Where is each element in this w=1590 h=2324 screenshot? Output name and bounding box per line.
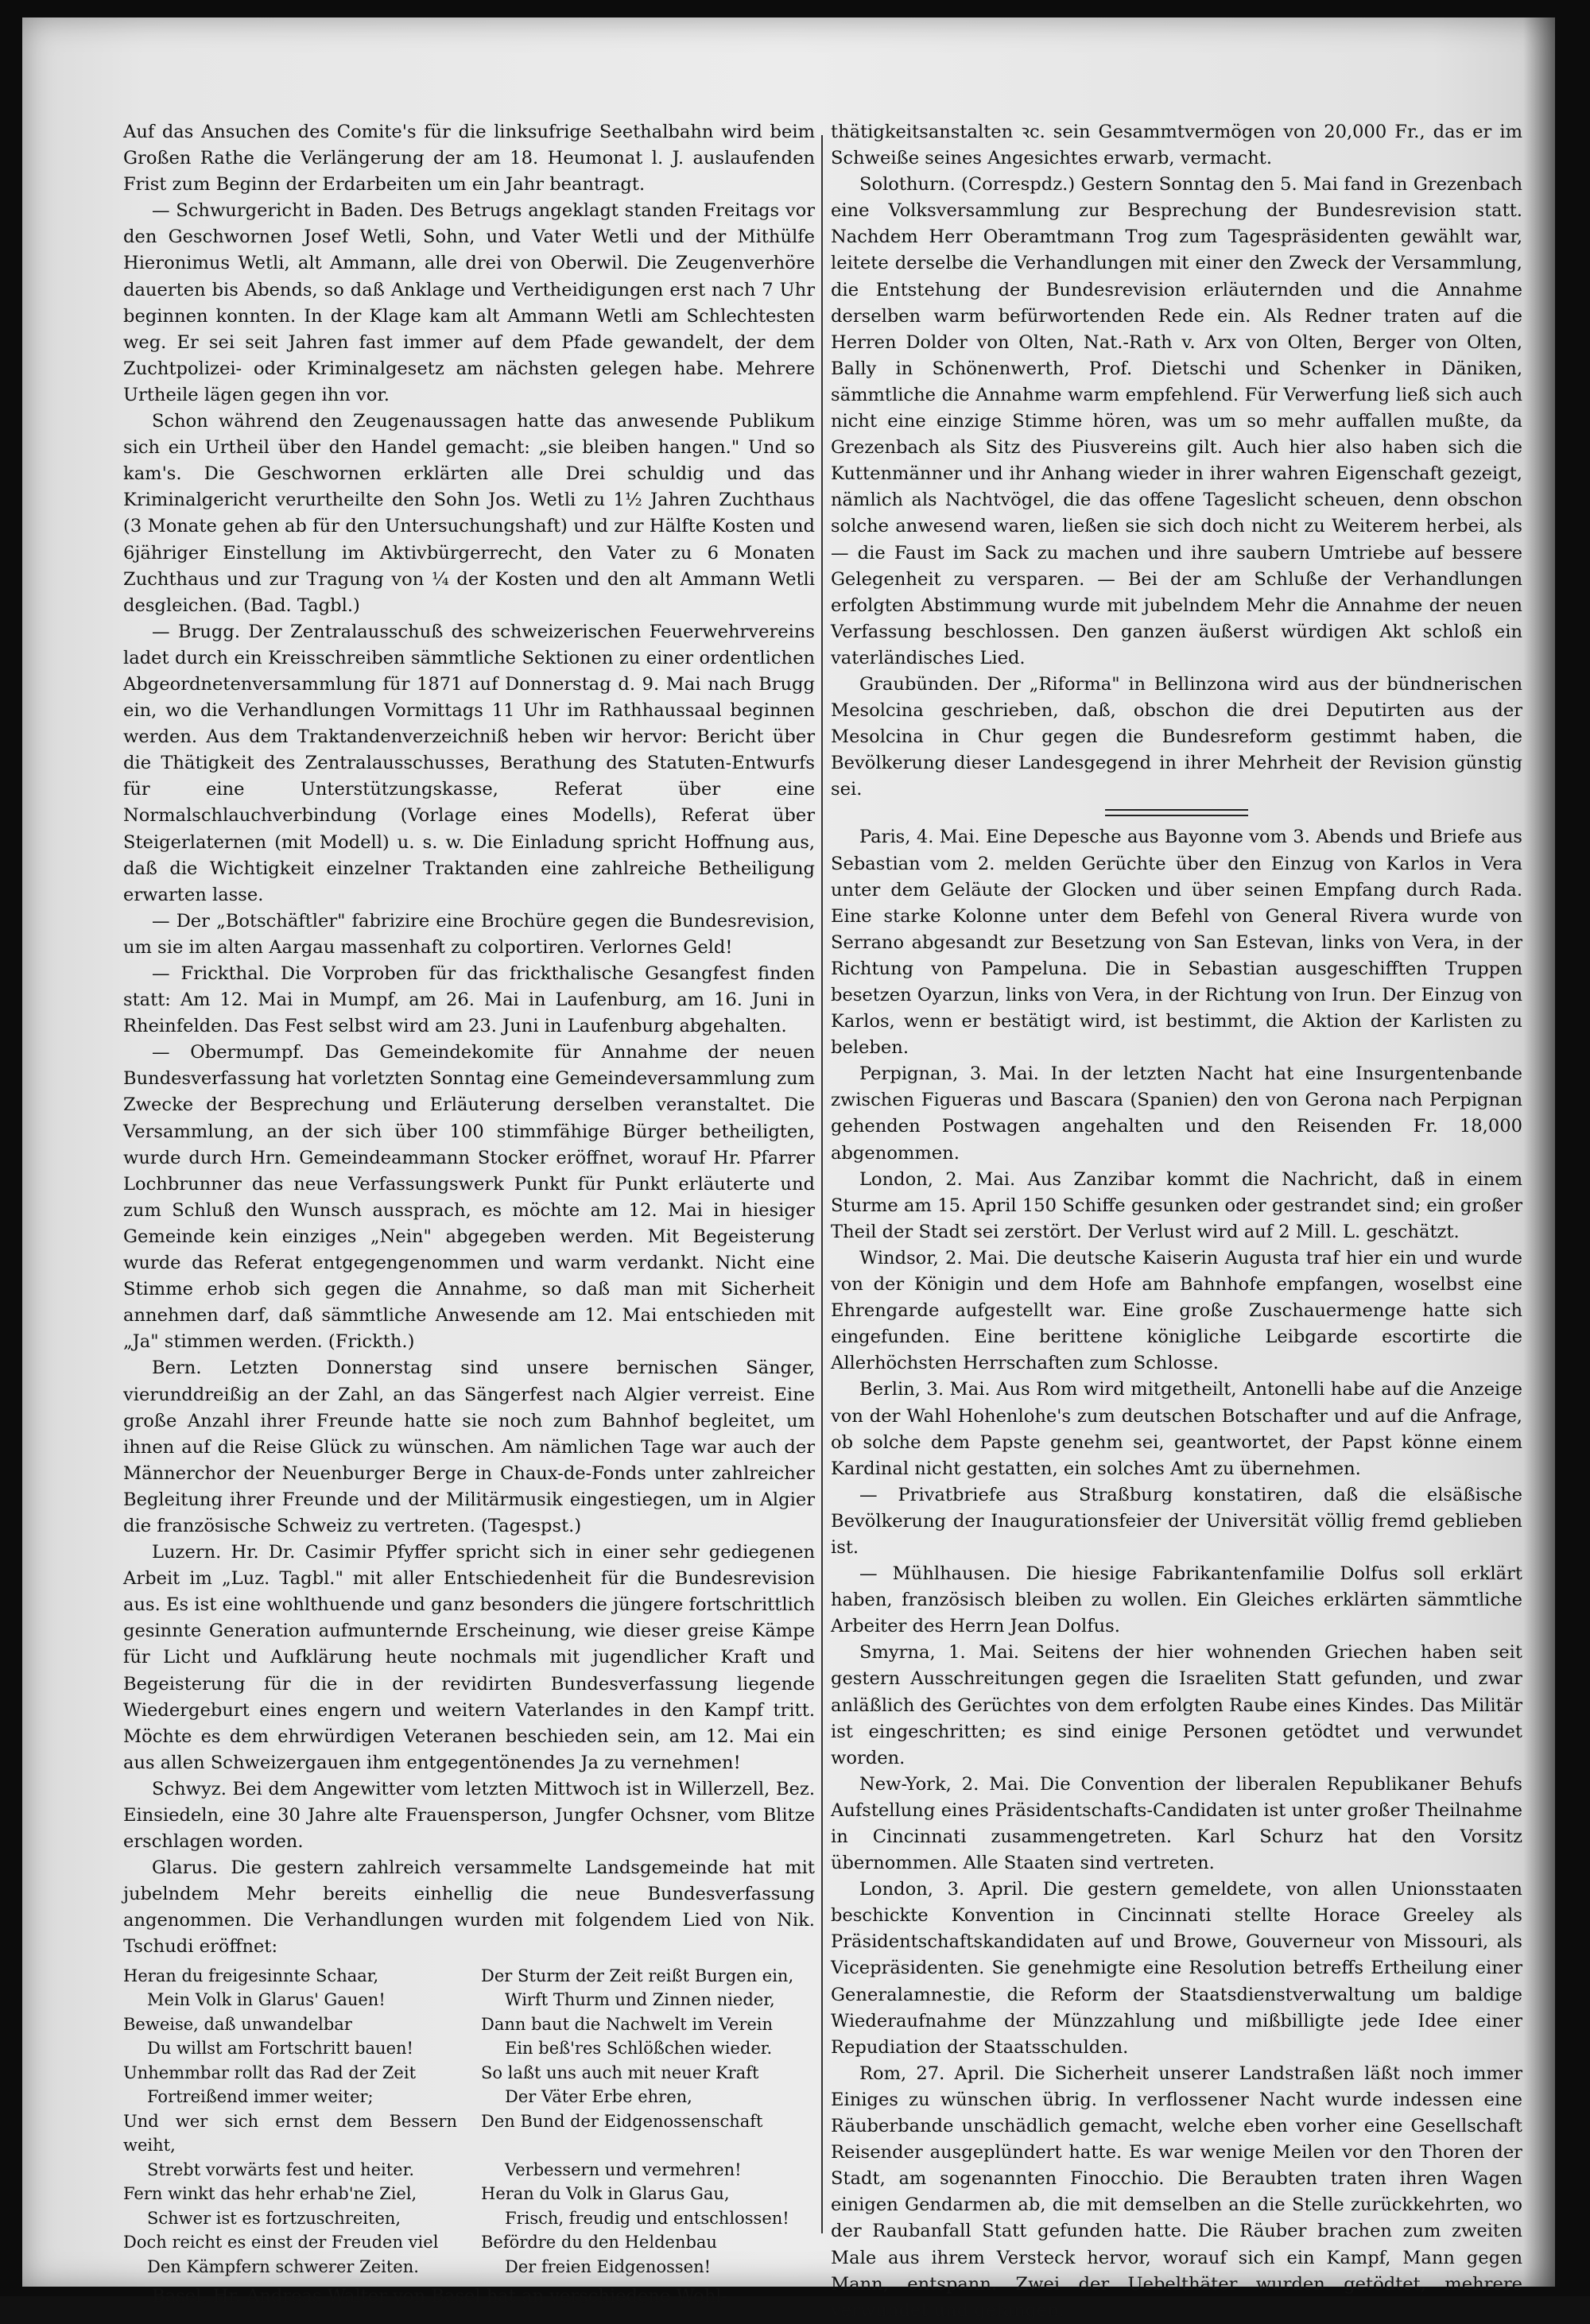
poem-line: Und wer sich ernst dem Bessern weiht, bbox=[123, 2111, 457, 2156]
article-paragraph: New-York, 2. Mai. Die Convention der liberalen Republikaner Behufs Aufstellung eines Präsidentschafts-Candidaten ist unter großer Theilnahme in Cincinnati zusammengetreten. Karl Schurz hat den Vorsitz übernommen. Alle Staaten sind vertreten. bbox=[831, 1773, 1522, 1874]
article-paragraph: — Mühlhausen. Die hiesige Fabrikantenfamilie Dolfus soll erklärt haben, französisch bleiben zu wollen. Ein Gleiches erklärten sämmtliche Arbeiter des Herrn Jean Dolfus. bbox=[831, 1563, 1522, 1637]
poem-line: Du willst am Fortschritt bauen! bbox=[147, 2039, 413, 2059]
poem-line: Den Bund der Eidgenossenschaft bbox=[481, 2111, 763, 2131]
article-paragraph: Schon während den Zeugenaussagen hatte das anwesende Publikum sich ein Urtheil über den Handel gemacht: „sie bleiben hangen." Und so kam's. Die Geschwornen erklärten alle Drei schuldig und das Kriminalgericht verurtheilte den Sohn Jos. Wetli zu 1½ Jahren Zuchthaus (3 Monate gehen ab für den Untersuchungshaft) und zur Hälfte Kosten und 6jähriger Einstellung im Aktivbürgerrecht, den Vater zu 6 Monaten Zuchthaus und zur Tragung von ¼ der Kosten und den alt Ammann Wetli desgleichen. (Bad. Tagbl.) bbox=[123, 411, 815, 616]
article-paragraph: Smyrna, 1. Mai. Seitens der hier wohnenden Griechen haben seit gestern Ausschreitungen gegen die Israeliten Statt gefunden, und zwar anläßlich des Gerüchtes von dem erfolgten Raube eines Kindes. Das Militär ist eingeschritten; es sind einige Personen getödtet und verwundet worden. bbox=[831, 1642, 1522, 1768]
article-paragraph: Windsor, 2. Mai. Die deutsche Kaiserin Augusta traf hier ein und wurde von der Königin und dem Hofe am Bahnhofe empfangen, woselbst eine Ehrengarde aufgestellt war. Eine große Zuschauermenge hatte sich eingefunden. Eine berittene königliche Leibgarde escortirte die Allerhöchsten Herrschaften zum Schlosse. bbox=[831, 1247, 1522, 1374]
poem-line: Doch reicht es einst der Freuden viel bbox=[123, 2233, 439, 2252]
article-paragraph: Perpignan, 3. Mai. In der letzten Nacht hat eine Insurgentenbande zwischen Figueras und Bascara (Spanien) den von Gerona nach Perpignan gehenden Postwagen angehalten und den Reisenden Fr. 18,000 abgenommen. bbox=[831, 1063, 1522, 1164]
poem-line: Heran du Volk in Glarus Gau, bbox=[481, 2184, 730, 2204]
article-paragraph: — Der „Botschäftler" fabrizire eine Brochüre gegen die Bundesrevision, um sie im alten Aargau massenhaft zu colportiren. Verlornes Geld! bbox=[123, 910, 815, 958]
right-column bbox=[831, 119, 1522, 2321]
article-paragraph: Glarus. Die gestern zahlreich versammelte Landsgemeinde hat mit jubelndem Mehr bereits einhellig die neue Bundesverfassung angenommen. Die Verhandlungen wurden mit folgendem Lied von Nik. Tschudi eröffnet: bbox=[123, 1857, 815, 1958]
poem-line: Unhemmbar rollt das Rad der Zeit bbox=[123, 2063, 417, 2082]
article-paragraph: — Brugg. Der Zentralausschuß des schweizerischen Feuerwehrvereins ladet durch ein Kreisschreiben sämmtliche Sektionen zu einer ordentlichen Abgeordnetenversammlung für 1871 auf Donnerstag d. 9. Mai nach Brugg ein, wo die Verhandlungen Vormittags 11 Uhr im Rathhaussaal beginnen werden. Aus dem Traktandenverzeichniß heben wir hervor: Bericht über die Thätigkeit des Zentralausschusses, Berathung des Statuten-Entwurfs für eine Unterstützungskasse, Referat über eine Normalschlauchverbindung (Vorlage eines Modells), Referat über Steigerlaternen (mit Modell) u. s. w. Die Einladung spricht Hoffnung aus, daß die Wichtigkeit einzelner Traktanden eine zahlreiche Betheiligung erwarten lasse. bbox=[123, 621, 815, 905]
article-paragraph: Luzern. Hr. Dr. Casimir Pfyffer spricht sich in einer sehr gediegenen Arbeit im „Luz. Tagbl." mit aller Entschiedenheit für die Bundesrevision aus. Es ist eine wohlthuende und ganz besonders die jüngere fortschrittlich gesinnte Generation aufmunternde Erscheinung, wie dieser greise Kämpe für Licht und Aufklärung heute nochmals mit jugendlicher Kraft und Begeisterung für die in der revidirten Bundesverfassung liegende Wiedergeburt eines engern und weitern Vaterlandes in den Kampf tritt. Möchte es dem ehrwürdigen Veteranen beschieden sein, am 12. Mai ein aus allen Schweizergauen ihm entgegentönendes Ja zu vernehmen! bbox=[123, 1542, 815, 1773]
article-paragraph: Rom, 27. April. Die Sicherheit unserer Landstraßen läßt noch immer Einiges zu wünschen übrig. In verflossener Nacht wurde indessen eine Räuberbande unschädlich gemacht, welche eben vorher eine Gesellschaft Reisender ausgeplündert hatte. Es war wenige Meilen vor den Thoren der Stadt, am sogenannten Finocchio. Die Beraubten traten ihren Wagen einigen Gendarmen ab, die mit demselben an die Stelle zurückkehrten, wo der Raubanfall Statt gefunden hatte. Die Räuber brachen zum zweiten Male aus ihrem Versteck hervor, worauf sich ein Kampf, Mann gegen Mann, entspann. Zwei der Uebelthäter wurden getödtet, mehrere verwundet und gefangen. bbox=[831, 2063, 1522, 2321]
poem-line: Strebt vorwärts fest und heiter. bbox=[147, 2159, 415, 2179]
article-paragraph: Basel. Hr. Andreas Walter von Basel hat an verschiedene Wohl- bbox=[152, 2286, 728, 2307]
poem-line: Frisch, freudig und entschlossen! bbox=[505, 2208, 789, 2228]
poem-line: Wirft Thurm und Zinnen nieder, bbox=[505, 1990, 775, 2010]
page-fold-shadow bbox=[1523, 17, 1555, 2287]
article-paragraph: Auf das Ansuchen des Comite's für die linksufrige Seethalbahn wird beim Großen Rathe die Verlängerung der am 18. Heumonat l. J. auslaufenden Frist zum Beginn der Erdarbeiten um ein Jahr beantragt. bbox=[123, 122, 815, 196]
article-paragraph: Berlin, 3. Mai. Aus Rom wird mitgetheilt, Antonelli habe auf die Anzeige von der Wahl Hohenlohe's zum deutschen Botschafter und auf die Anfrage, ob solche dem Papste genehm sei, geantwortet, der Papst könne einem Kardinal nicht gestatten, ein solches Amt zu übernehmen. bbox=[831, 1379, 1522, 1479]
article-paragraph: Paris, 4. Mai. Eine Depesche aus Bayonne vom 3. Abends und Briefe aus Sebastian vom 2. melden Gerüchte über den Einzug von Karlos in Vera unter dem Geläute der Glocken und über seinen Empfang durch Rada. Eine starke Kolonne unter dem Befehl von General Rivera wurde von Serrano abgesandt zur Besetzung von San Estevan, links von Vera, in der Richtung von Pampeluna. Die in Sebastian ausgeschifften Truppen besetzen Oyarzun, links von Vera, in der Richtung von Irun. Der Einzug von Karlos, wenn er bestätigt wird, ist bestimmt, die Aktion der Karlisten zu beleben. bbox=[831, 827, 1522, 1059]
poem-line: Ein beß'res Schlößchen wieder. bbox=[505, 2039, 773, 2059]
article-paragraph: — Schwurgericht in Baden. Des Betrugs angeklagt standen Freitags vor den Geschwornen Josef Wetli, Sohn, und Vater Wetli und der Mithülfe Hieronimus Wetli, alt Ammann, alle drei von Oberwil. Die Zeugenverhöre dauerten bis Abends, so daß Anklage und Vertheidigungen erst nach 7 Uhr beginnen konnten. In der Klage kam alt Ammann Wetli am Schlechtesten weg. Er sei seit Jahren fast immer auf dem Pfade gewandelt, der dem Zuchtpolizei- oder Kriminalgesetz am nächsten gelegen habe. Mehrere Urtheile lägen gegen ihn vor. bbox=[123, 200, 815, 405]
article-paragraph: — Frickthal. Die Vorproben für das frickthalische Gesangfest finden statt: Am 12. Mai in Mumpf, am 26. Mai in Laufenburg, am 16. Juni in Rheinfelden. Das Fest selbst wird am 23. Juni in Laufenburg abgehalten. bbox=[123, 963, 815, 1037]
article-paragraph: Bern. Letzten Donnerstag sind unsere bernischen Sänger, vierunddreißig an der Zahl, an das Sängerfest nach Algier verreist. Eine große Anzahl ihrer Freunde hatte sie noch zum Bahnhof begleitet, um ihnen auf die Reise Glück zu wünschen. Am nämlichen Tage war auch der Männerchor der Neuenburger Berge in Chaux-de-Fonds unter zahlreicher Begleitung ihrer Freunde und der Militärmusik eingestiegen, um in Algier die französische Schweiz zu vertreten. (Tagespst.) bbox=[123, 1358, 815, 1536]
article-paragraph: London, 3. April. Die gestern gemeldete, von allen Unionsstaaten beschickte Konvention in Cincinnati stellte Horace Greeley als Präsidentschaftskandidaten auf und Browe, Gouverneur von Missouri, als Vicepräsidenten. Sie genehmigte eine Resolution betreffs Ertheilung einer Generalamnestie, die Reform der Staatsdienstverwaltung um baldige Wiederaufnahme der Münzzahlung und mißbilligte jede Idee einer Repudiation der Staatsschulden. bbox=[831, 1879, 1522, 2058]
poem-line: Schwer ist es fortzuschreiten, bbox=[147, 2208, 401, 2228]
poem-line: Befördre du den Heldenbau bbox=[481, 2233, 717, 2252]
poem-line: Beweise, daß unwandelbar bbox=[123, 2014, 352, 2034]
song-lyrics bbox=[123, 1964, 815, 2279]
article-paragraph: London, 2. Mai. Aus Zanzibar kommt die Nachricht, daß in einem Sturme am 15. April 150 Schiffe gesunken oder gestrandet sind; ein großer Theil der Stadt sei zerstört. Der Verlust wird auf 2 Mill. L. geschätzt. bbox=[831, 1168, 1522, 1242]
column-divider bbox=[821, 135, 823, 2233]
section-separator bbox=[1105, 809, 1248, 816]
article-paragraph: Graubünden. Der „Riforma" in Bellinzona wird aus der bündnerischen Mesolcina geschrieben, daß, obschon die drei Deputirten aus der Mesolcina in Chur gegen die Bundesreform gestimmt haben, die Bevölkerung dieser Landesgegend in ihrer Mehrheit der Revision günstig sei. bbox=[831, 673, 1522, 800]
article-paragraph: thätigkeitsanstalten ꝛc. sein Gesammtvermögen von 20,000 Fr., das er im Schweiße seines Angesichtes erwarb, vermacht. bbox=[831, 122, 1522, 169]
left-column bbox=[123, 119, 815, 2307]
poem-line: Dann baut die Nachwelt im Verein bbox=[481, 2014, 774, 2034]
poem-line: Der Sturm der Zeit reißt Burgen ein, bbox=[481, 1966, 794, 1985]
poem-line: Verbessern und vermehren! bbox=[505, 2159, 742, 2179]
poem-line: Mein Volk in Glarus' Gauen! bbox=[147, 1990, 386, 2010]
article-paragraph: Schwyz. Bei dem Angewitter vom letzten Mittwoch ist in Willerzell, Bez. Einsiedeln, eine 30 Jahre alte Frauensperson, Jungfer Ochsner, vom Blitze erschlagen worden. bbox=[123, 1778, 815, 1853]
article-paragraph: — Obermumpf. Das Gemeindekomite für Annahme der neuen Bundesverfassung hat vorletzten Sonntag eine Gemeindeversammlung zum Zwecke der Besprechung und Erläuterung derselben veranstaltet. Die Versammlung, an der sich über 100 stimmfähige Bürger betheiligten, wurde durch Hrn. Gemeindeammann Stocker eröffnet, worauf Hr. Pfarrer Lochbrunner das neue Verfassungswerk Punkt für Punkt erläuterte und zum Schluß den Wunsch aussprach, es möchte am 12. Mai in hiesiger Gemeinde kein einziges „Nein" abgegeben werden. Mit Begeisterung wurde das Referat entgegengenommen und warm verdankt. Nicht eine Stimme erhob sich gegen die Annahme, so daß man mit Sicherheit annehmen darf, daß sämmtliche Anwesende am 12. Mai entschieden mit „Ja" stimmen werden. (Frickth.) bbox=[123, 1042, 815, 1353]
poem-line: Den Kämpfern schwerer Zeiten. bbox=[147, 2256, 419, 2276]
poem-line: So laßt uns auch mit neuer Kraft bbox=[481, 2063, 759, 2082]
article-paragraph: Solothurn. (Correspdz.) Gestern Sonntag den 5. Mai fand in Grezenbach eine Volksversammlung zur Besprechung der Bundesrevision statt. Nachdem Herr Oberamtmann Trog zum Tagespräsidenten gewählt war, leitete derselbe die Verhandlungen mit einer den Zweck der Versammlung, die Entstehung der Bundesrevision erläuternden und die Annahme derselben warm befürwortenden Rede ein. Als Redner traten auf die Herren Dolder von Olten, Nat.-Rath v. Arx von Olten, Berger von Olten, Bally in Schönenwerth, Prof. Dietschi und Schenker in Däniken, sämmtliche die Annahme warm empfehlend. Für Verwerfung ließ sich auch nicht eine einzige Stimme hören, was um so mehr auffallen mußte, da Grezenbach als Sitz des Piusvereins gilt. Auch hier also haben sich die Kuttenmänner und ihr Anhang wieder in ihrer wahren Eigenschaft gezeigt, nämlich als Nachtvögel, die das offene Tageslicht scheuen, denn obschon solche anwesend waren, ließen sie sich doch nicht zu Weiterem herbei, als — die Faust im Sack zu machen und ihre saubern Umtriebe auf bessere Gelegenheit zu versparen. — Bei der am Schluße der Verhandlungen erfolgten Abstimmung wurde mit jubelndem Mehr die Annahme der neuen Verfassung beschlossen. Den ganzen äußerst würdigen Akt schloß ein vaterländisches Lied. bbox=[831, 174, 1522, 668]
poem-line: Der Väter Erbe ehren, bbox=[505, 2087, 692, 2107]
article-paragraph: — Privatbriefe aus Straßburg konstatiren, daß die elsäßische Bevölkerung der Inaugurationsfeier der Universität völlig fremd geblieben ist. bbox=[831, 1484, 1522, 1558]
poem-line: Fortreißend immer weiter; bbox=[147, 2087, 374, 2107]
poem-line: Fern winkt das hehr erhab'ne Ziel, bbox=[123, 2184, 417, 2204]
poem-line: Heran du freigesinnte Schaar, bbox=[123, 1966, 379, 1985]
poem-line: Der freien Eidgenossen! bbox=[505, 2256, 712, 2276]
